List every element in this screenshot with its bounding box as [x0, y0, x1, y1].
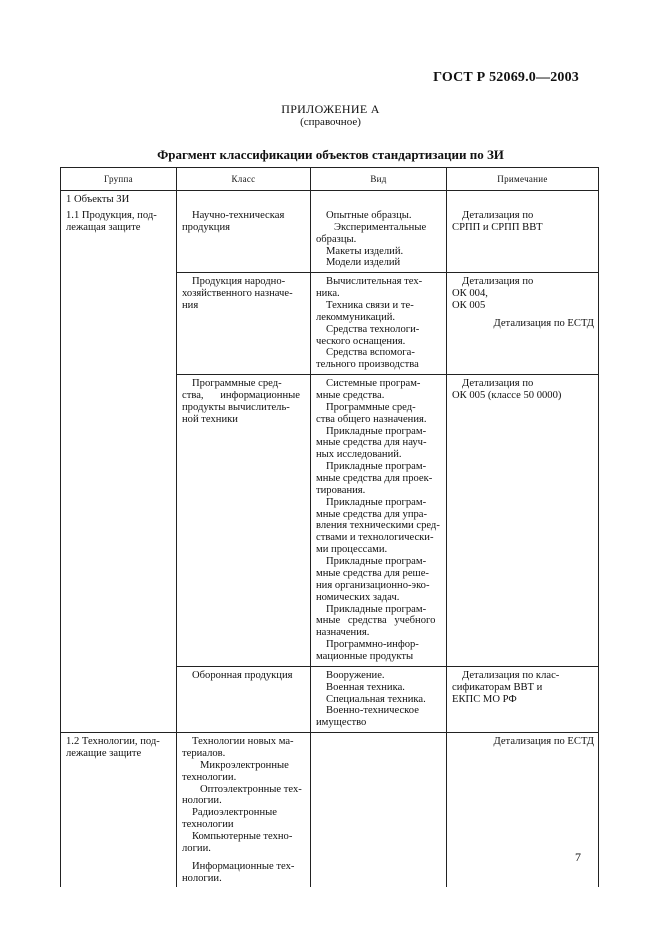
- note-line: Детализация по: [462, 210, 534, 221]
- note-line: ОК 005: [452, 300, 486, 312]
- class-line: ной техники: [182, 413, 238, 425]
- type-line: Прикладные програм-: [326, 603, 427, 615]
- note-line: ОК 005 (классе 50 0000): [452, 390, 562, 402]
- type-cell: [311, 191, 447, 273]
- type-line: ства общего назначения.: [316, 413, 427, 425]
- note-line: Детализация по ЕСТД: [493, 736, 594, 748]
- type-line: Системные програм-: [326, 378, 421, 390]
- group-1-1-line-2: лежащая защите: [66, 221, 141, 233]
- class-line: технологии: [182, 819, 234, 831]
- type-cell: [311, 273, 447, 375]
- group-1-2-line-1: 1.2 Технологии, под-: [66, 736, 160, 748]
- type-cell: [311, 666, 447, 732]
- class-line: ства, информационные: [182, 390, 300, 402]
- note-cell: [447, 666, 599, 732]
- group-1-1-line-1: 1.1 Продукция, под-: [66, 209, 157, 221]
- class-line: териалов.: [182, 747, 226, 759]
- type-line: Военная техника.: [326, 681, 405, 693]
- note-cell: [447, 375, 599, 667]
- annex-title: ПРИЛОЖЕНИЕ А: [281, 102, 380, 116]
- note-cell: [447, 191, 599, 273]
- note-line: Детализация по: [462, 378, 534, 390]
- class-line: Радиоэлектронные: [192, 807, 277, 819]
- type-line: Программные сред-: [326, 401, 416, 413]
- type-line: ми процессами.: [316, 544, 388, 556]
- type-line: Прикладные програм-: [326, 425, 427, 437]
- type-line: Прикладные програм-: [326, 556, 427, 568]
- class-line: Продукция народно-: [192, 276, 286, 288]
- type-line: Военно-техническое: [326, 705, 419, 717]
- type-line: мационные продукты: [316, 650, 414, 662]
- type-cell: [311, 733, 447, 888]
- class-line: продукция: [182, 221, 231, 233]
- class-line: технологии.: [182, 771, 237, 783]
- class-line: Научно-техническая: [192, 210, 285, 221]
- type-line: мные средства для реше-: [316, 567, 429, 579]
- group-cell-1: [61, 191, 177, 733]
- type-line: назначения.: [316, 627, 370, 639]
- class-cell: [177, 191, 311, 273]
- type-line: Прикладные програм-: [326, 461, 427, 473]
- classification-table: [60, 167, 599, 887]
- type-line: Вооружение.: [326, 669, 385, 681]
- type-line: Техника связи и те-: [326, 300, 414, 312]
- note-line: ЕКПС МО РФ: [452, 693, 517, 705]
- type-line: Вычислительная тех-: [326, 276, 423, 288]
- type-line: Программно-инфор-: [326, 639, 419, 651]
- type-line: мные средства для науч-: [316, 437, 427, 449]
- class-line: хозяйственного назначе-: [182, 288, 293, 300]
- note-line: Детализация по клас-: [462, 669, 560, 681]
- column-header-type: Вид: [311, 168, 447, 191]
- type-line: Прикладные програм-: [326, 496, 427, 508]
- type-line: Макеты изделий.: [326, 245, 404, 257]
- type-line: тельного производства: [316, 359, 419, 371]
- class-cell: [177, 375, 311, 667]
- column-header-group: Группа: [61, 168, 177, 191]
- annex-subtitle: (справочное): [300, 116, 361, 128]
- type-line: ных исследований.: [316, 449, 402, 461]
- group-cell-1-2: [61, 733, 177, 888]
- note-line: Детализация по: [462, 276, 534, 288]
- type-line: мные средства для упра-: [316, 508, 428, 520]
- class-line: ния: [182, 300, 199, 312]
- type-line: мные средства для проек-: [316, 473, 433, 485]
- type-line: ния организационно-эко-: [316, 579, 430, 591]
- note-line: сификаторам ВВТ и: [452, 681, 543, 693]
- table-row: [61, 191, 599, 273]
- table-header-row: [61, 168, 599, 191]
- type-line: ческого оснащения.: [316, 335, 406, 347]
- type-line: Специальная техника.: [326, 693, 426, 705]
- type-line: Средства технологи-: [326, 323, 420, 335]
- class-line: Программные сред-: [192, 378, 282, 390]
- class-cell: [177, 733, 311, 888]
- column-header-note: Примечание: [447, 168, 599, 191]
- class-line: нологии.: [182, 872, 222, 884]
- class-line: Оборонная продукция: [192, 669, 293, 681]
- type-line: Опытные образцы.: [326, 210, 412, 221]
- class-line: Технологии новых ма-: [192, 736, 294, 748]
- type-cell: [311, 375, 447, 667]
- type-line: ствами и технологически-: [316, 532, 434, 544]
- type-line: Средства вспомога-: [326, 347, 415, 359]
- class-line: Информационные тех-: [192, 860, 295, 872]
- class-line: логии.: [182, 842, 211, 854]
- type-line: мные средства.: [316, 390, 385, 402]
- type-line: мные средства учебного: [316, 615, 436, 627]
- type-line: Экспериментальные: [334, 221, 427, 233]
- note-line: СРПП и СРПП ВВТ: [452, 221, 543, 233]
- class-cell: [177, 273, 311, 375]
- standard-code: ГОСТ Р 52069.0—2003: [433, 70, 579, 85]
- type-line: образцы.: [316, 233, 357, 245]
- type-line: имущество: [316, 717, 367, 729]
- type-line: вления техническими сред-: [316, 520, 440, 532]
- class-line: нологии.: [182, 795, 222, 807]
- type-line: ника.: [316, 288, 340, 300]
- note-cell: [447, 273, 599, 375]
- class-cell: [177, 666, 311, 732]
- class-line: продукты вычислитель-: [182, 401, 290, 413]
- type-line: номических задач.: [316, 591, 400, 603]
- page-number: 7: [575, 850, 581, 864]
- group-title: 1 Объекты ЗИ: [66, 194, 130, 205]
- note-line: Детализация по ЕСТД: [493, 317, 594, 329]
- type-line: лекоммуникаций.: [316, 311, 396, 323]
- class-line: Оптоэлектронные тех-: [200, 783, 302, 795]
- type-line: Модели изделий: [326, 257, 401, 269]
- class-line: Компьютерные техно-: [192, 830, 293, 842]
- table-row: [61, 733, 599, 888]
- class-line: Микроэлектронные: [200, 759, 289, 771]
- group-1-2-line-2: лежащие защите: [66, 747, 142, 759]
- table-caption: Фрагмент классификации объектов стандартизации по ЗИ: [157, 147, 504, 162]
- column-header-class: Класс: [177, 168, 311, 191]
- note-line: ОК 004,: [452, 288, 488, 300]
- type-line: тирования.: [316, 484, 366, 496]
